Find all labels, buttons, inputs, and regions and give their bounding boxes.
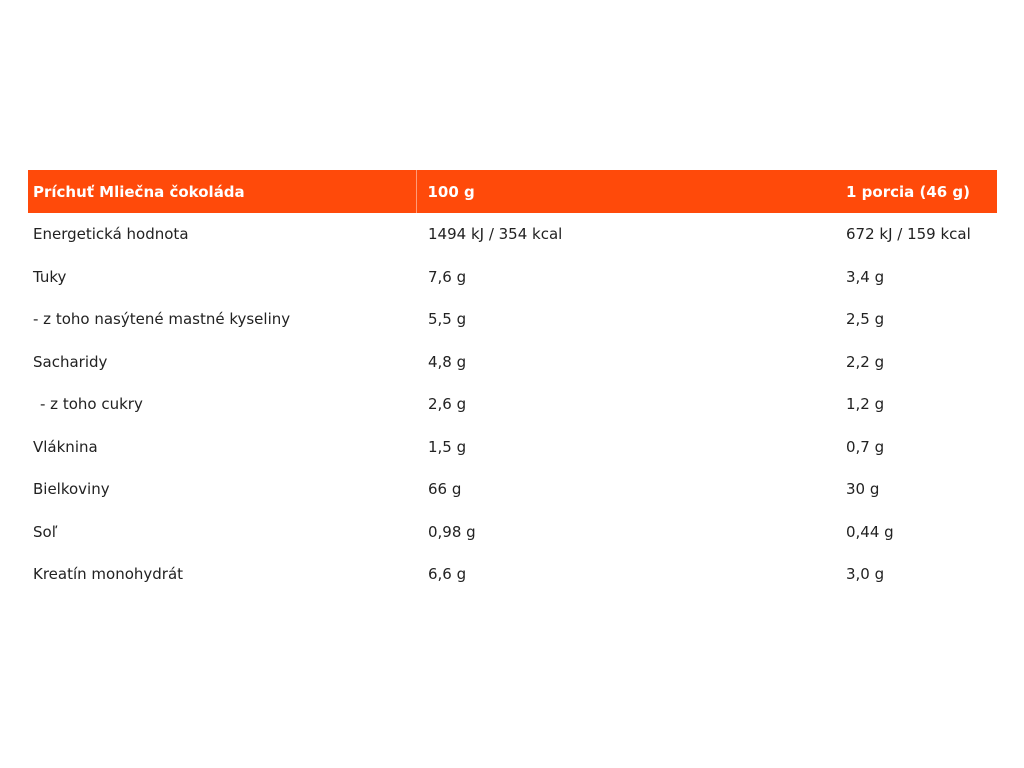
header-per-100g: 100 g — [416, 170, 844, 213]
header-flavor: Príchuť Mliečna čokoláda — [33, 182, 245, 201]
row-value-per-serving: 2,2 g — [846, 352, 885, 371]
row-value-per-100g: 7,6 g — [428, 267, 467, 286]
table-row — [28, 426, 997, 469]
table-row — [28, 553, 997, 596]
nutrition-table — [28, 170, 997, 596]
row-value-per-serving: 1,2 g — [846, 395, 885, 414]
row-label: Vláknina — [33, 437, 98, 456]
row-label: Tuky — [33, 267, 67, 286]
row-value-per-100g: 66 g — [428, 480, 462, 499]
row-label: Bielkoviny — [33, 480, 110, 499]
row-label: Kreatín monohydrát — [33, 565, 184, 584]
header-per-serving: 1 porcia (46 g) — [846, 182, 971, 201]
row-value-per-100g: 4,8 g — [428, 352, 467, 371]
table-header-row — [28, 170, 997, 213]
row-value-per-100g: 1494 kJ / 354 kcal — [428, 225, 563, 244]
table-row — [28, 383, 997, 426]
table-row — [28, 511, 997, 554]
row-value-per-serving: 3,4 g — [846, 267, 885, 286]
row-label: - z toho cukry — [40, 395, 143, 414]
table-row — [28, 256, 997, 299]
row-label: - z toho nasýtené mastné kyseliny — [33, 310, 291, 329]
table-row — [28, 298, 997, 341]
table-row — [28, 468, 997, 511]
row-label: Sacharidy — [33, 352, 108, 371]
row-value-per-serving: 30 g — [846, 480, 880, 499]
table-row — [28, 341, 997, 384]
row-label: Energetická hodnota — [33, 225, 189, 244]
nutrition-table-container — [28, 170, 997, 596]
row-value-per-serving: 0,7 g — [846, 437, 885, 456]
row-value-per-serving: 672 kJ / 159 kcal — [846, 225, 971, 244]
row-value-per-100g: 0,98 g — [428, 522, 476, 541]
row-value-per-serving: 2,5 g — [846, 310, 885, 329]
row-value-per-serving: 3,0 g — [846, 565, 885, 584]
row-value-per-100g: 2,6 g — [428, 395, 467, 414]
row-value-per-100g: 6,6 g — [428, 565, 467, 584]
row-value-per-100g: 5,5 g — [428, 310, 467, 329]
row-label: Soľ — [33, 522, 58, 541]
row-value-per-serving: 0,44 g — [846, 522, 894, 541]
table-row — [28, 213, 997, 256]
row-value-per-100g: 1,5 g — [428, 437, 467, 456]
